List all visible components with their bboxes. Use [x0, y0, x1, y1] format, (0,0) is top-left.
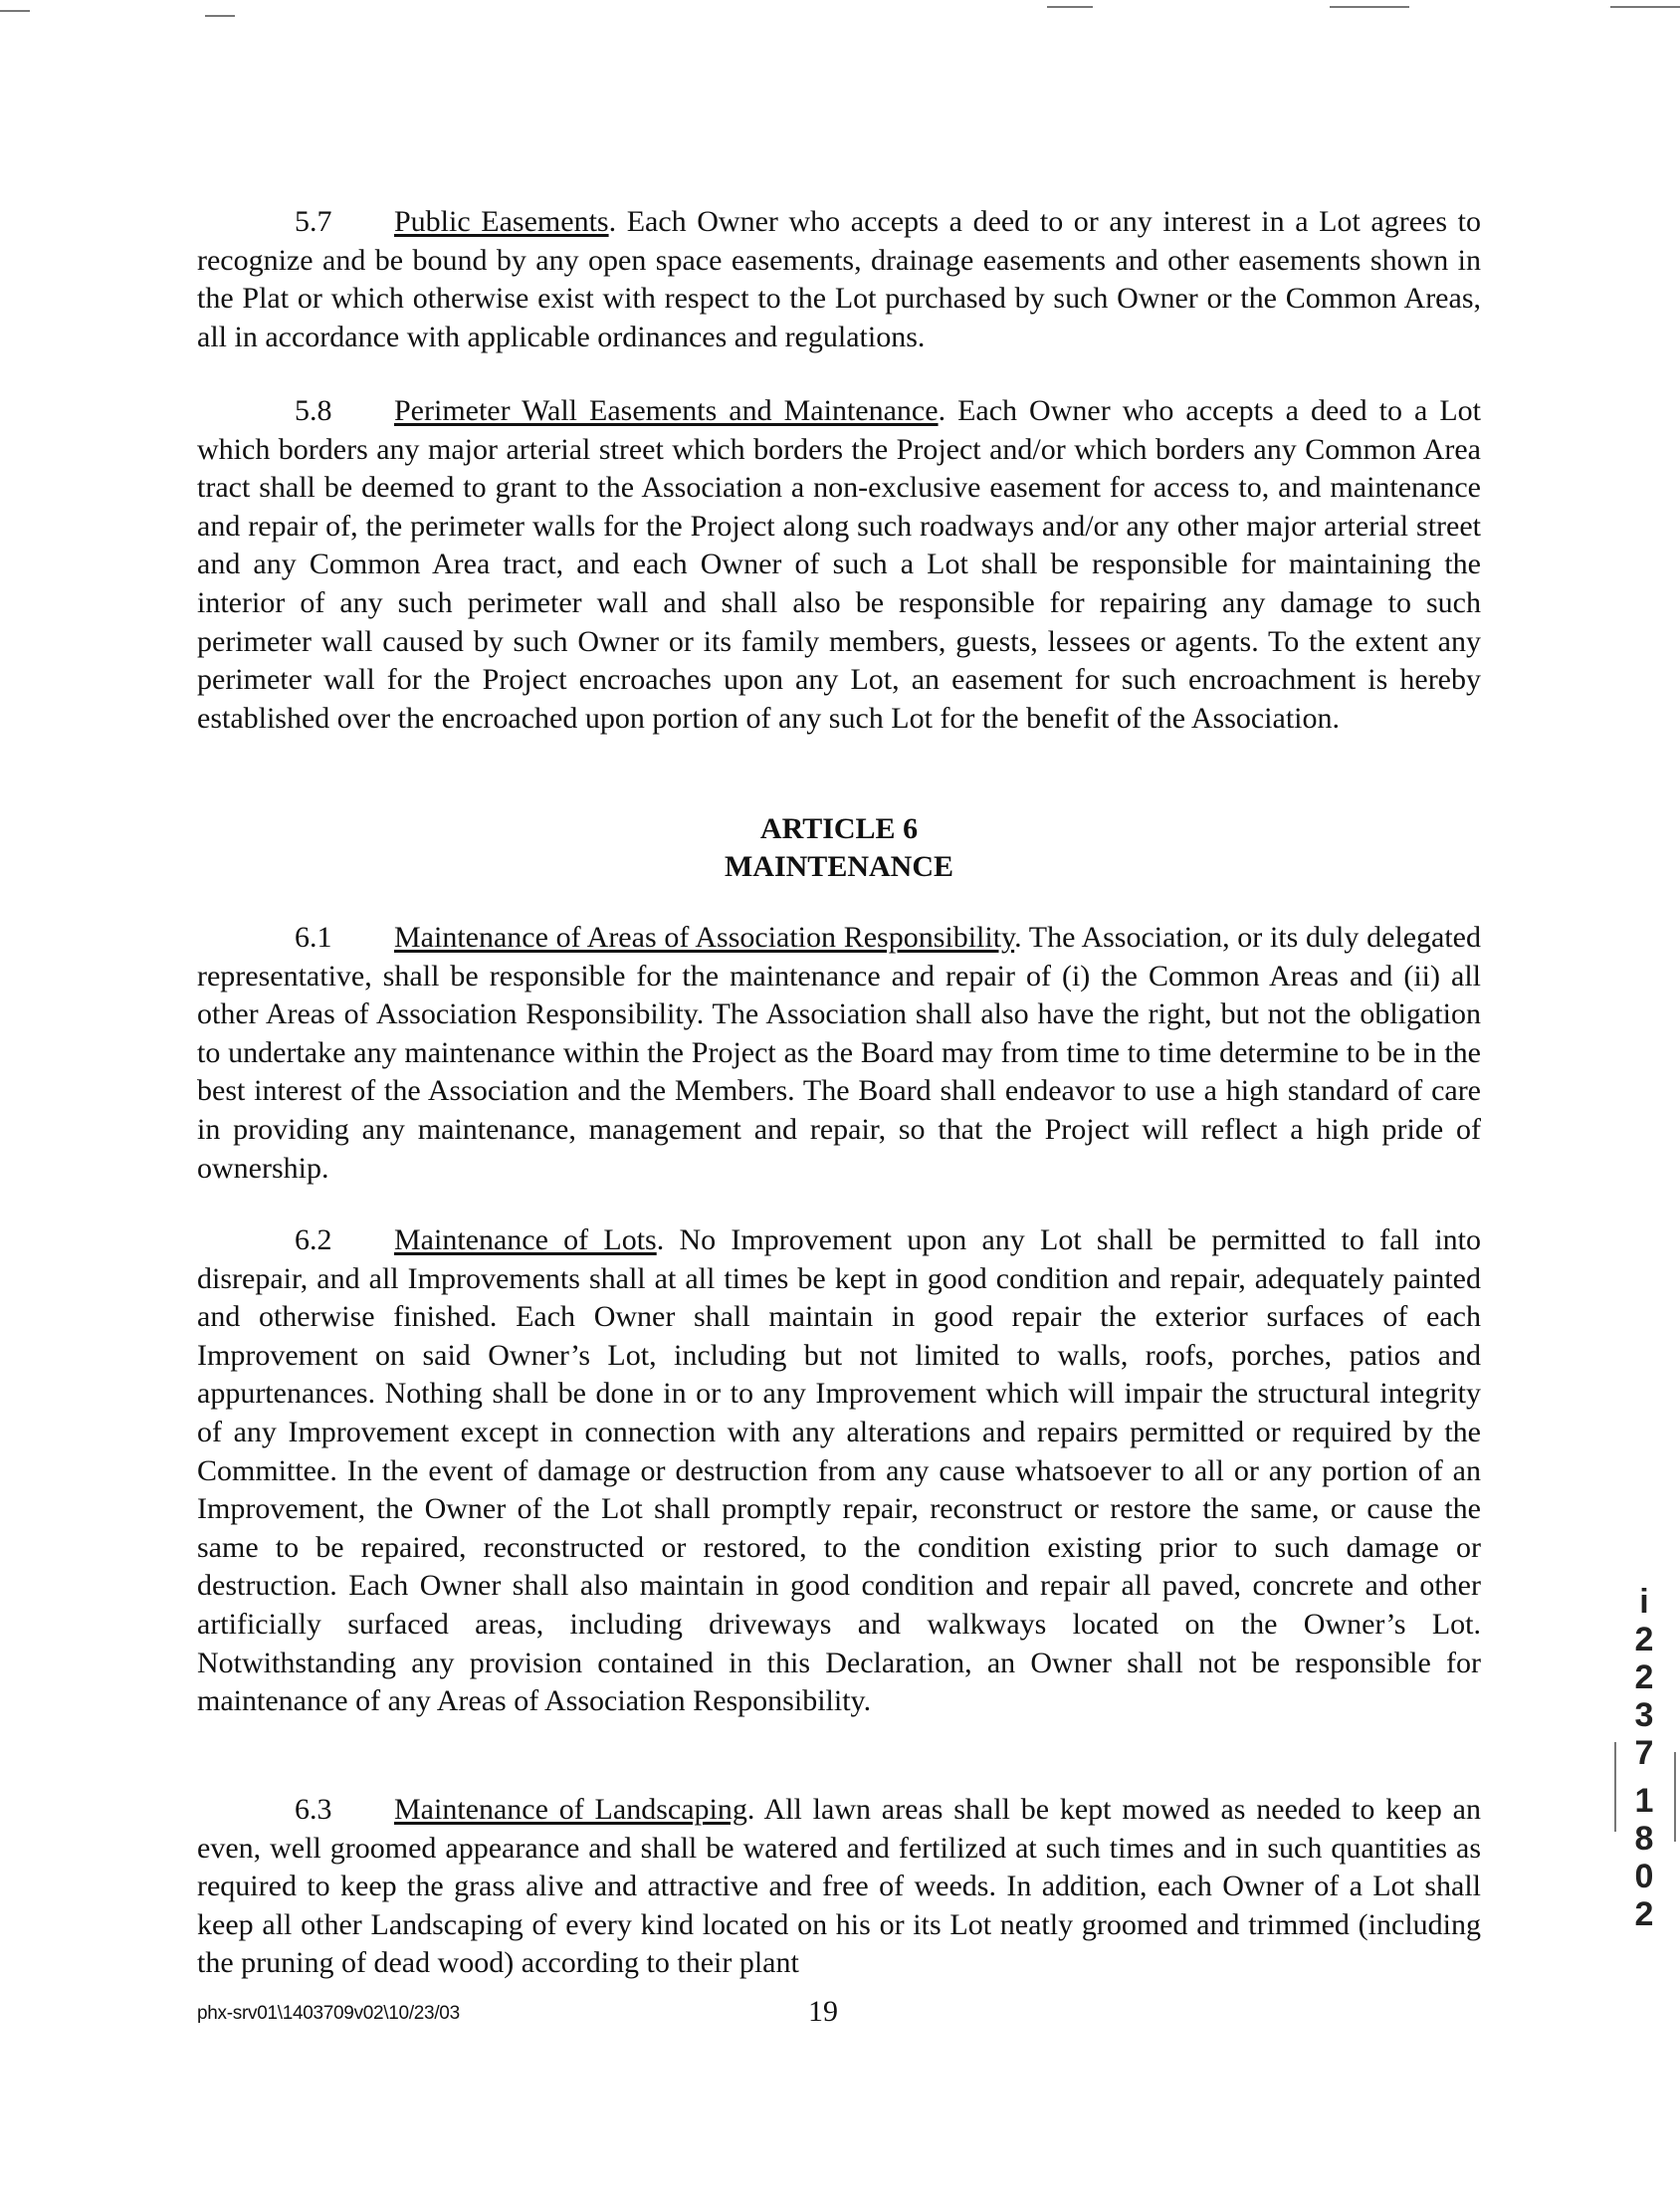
article-title: MAINTENANCE [724, 850, 953, 883]
section-heading: Maintenance of Lots [394, 1223, 657, 1256]
stamp-digit: 2 [1634, 1895, 1654, 1933]
section-number: 6.1 [295, 921, 332, 954]
section-number: 6.2 [295, 1223, 332, 1256]
section-body: . The Association, or its duly delegated representative, shall be responsible for the maintenance and repair of (i) the Common Areas and (ii) all other Areas of Association Responsibility. The Association shall also have the right, but not the obligation to undertake any maintenance within the Project as the Board may from time to time determine to be in the best interest of the Association and the Members. The Board shall endeavor to use a high standard of care in providing any maintenance, management and repair, so that the Project will reflect a high pride of ownership. [197, 921, 1481, 1185]
article-label: ARTICLE 6 [759, 812, 919, 845]
recording-stamp-upper [1624, 1583, 1664, 1772]
stamp-digit: 8 [1634, 1820, 1654, 1858]
page-number: 19 [808, 1995, 838, 2028]
section-6-3 [197, 1791, 1481, 1983]
section-body: . Each Owner who accepts a deed to a Lot which borders any major arterial street which borders the Project and/or which borders any Common Area tract shall be deemed to grant to the Association a non-exclusive easement for access to, and maintenance and repair of, the perimeter walls for the Project along such roadways and/or any other major arterial street and any Common Area tract, and each Owner of such a Lot shall be responsible for maintaining the interior of any such perimeter wall and shall also be responsible for repairing any damage to such perimeter wall caused by such Owner or its family members, guests, lessees or agents. To the extent any perimeter wall for the Project encroaches upon any Lot, an easement for such encroachment is hereby established over the encroached upon portion of any such Lot for the benefit of the Association. [197, 394, 1481, 735]
stamp-digit: 2 [1634, 1658, 1654, 1696]
section-body: . Each Owner who accepts a deed to or any interest in a Lot agrees to recognize and be bound by any open space easements, drainage easements and other easements shown in the Plat or which otherwise exist with respect to the Lot purchased by such Owner or the Common Areas, all in accordance with applicable ordinances and regulations. [197, 205, 1481, 353]
scan-mark [1610, 6, 1680, 8]
recording-stamp-lower [1624, 1782, 1664, 1933]
section-6-2 [197, 1221, 1481, 1721]
section-number: 5.8 [295, 394, 332, 427]
scan-mark [1674, 1752, 1676, 1842]
section-heading: Perimeter Wall Easements and Maintenance [394, 394, 939, 427]
section-heading: Public Easements [394, 205, 609, 238]
stamp-digit: 0 [1634, 1858, 1654, 1895]
scan-mark [1330, 6, 1409, 8]
section-number: 5.7 [295, 205, 332, 238]
footer-doc-ref: phx-srv01\1403709v02\10/23/03 [197, 2003, 460, 2024]
section-5-7 [197, 203, 1481, 356]
section-heading: Maintenance of Landscaping [394, 1793, 747, 1826]
section-heading: Maintenance of Areas of Association Responsibility [394, 921, 1015, 954]
stamp-digit: 2 [1634, 1621, 1654, 1658]
scan-mark [205, 15, 235, 17]
section-6-1 [197, 919, 1481, 1188]
scan-mark [1047, 6, 1093, 8]
section-body: . All lawn areas shall be kept mowed as needed to keep an even, well groomed appearance and shall be watered and fertilized at such times and in such quantities as required to keep the grass alive and attractive and free of weeds. In addition, each Owner of a Lot shall keep all other Landscaping of every kind located on his or its Lot neatly groomed and trimmed (including the pruning of dead wood) according to their plant [197, 1793, 1481, 1980]
scan-mark [1614, 1742, 1616, 1832]
section-number: 6.3 [295, 1793, 332, 1826]
section-body: . No Improvement upon any Lot shall be permitted to fall into disrepair, and all Improvements shall at all times be kept in good condition and repair, adequately painted and otherwise finished. Each Owner shall maintain in good repair the exterior surfaces of each Improvement on said Owner’s Lot, including but not limited to walls, roofs, porches, patios and appurtenances. Nothing shall be done in or to any Improvement which will impair the structural integrity of any Improvement except in connection with any alterations and repairs permitted or required by the Committee. In the event of damage or destruction from any cause whatsoever to all or any portion of an Improvement, the Owner of the Lot shall promptly repair, reconstruct or restore the same, or cause the same to be repaired, reconstructed or restored, to the condition existing prior to such damage or destruction. Each Owner shall also maintain in good condition and repair all paved, concrete and other artificially surfaced areas, including driveways and walkways located on the Owner’s Lot. Notwithstanding any provision contained in this Declaration, an Owner shall not be responsible for maintenance of any Areas of Association Responsibility. [197, 1223, 1481, 1718]
scan-mark [0, 10, 30, 12]
article-heading [197, 810, 1481, 886]
stamp-digit: 7 [1634, 1734, 1654, 1772]
stamp-digit: 3 [1634, 1696, 1654, 1734]
stamp-digit: 1 [1634, 1782, 1654, 1820]
section-5-8 [197, 392, 1481, 738]
stamp-digit: i [1639, 1583, 1649, 1621]
